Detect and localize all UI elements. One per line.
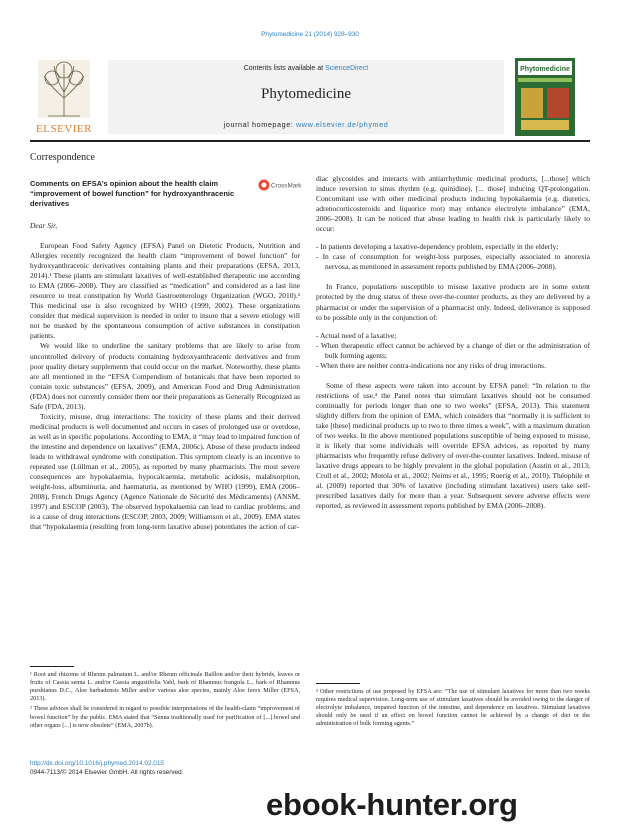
list-item: - Actual need of a laxative;	[316, 330, 397, 340]
paragraph: In France, populations susceptible to misuse laxative products are in some extent protected by the drug status of these over-the-counter products, as they are delivered by a pharmacist or under the supervision of a pharmacist only. Indeed, deliverance is supposed to be possible only in the conjunction of:	[316, 282, 590, 322]
journal-cover-image	[515, 58, 575, 136]
article-title: Comments on EFSA’s opinion about the health claim “improvement of bowel function” for hydroxyanthracenic derivatives	[30, 179, 235, 208]
journal-name: Phytomedicine	[261, 86, 351, 102]
homepage-link[interactable]: www.elsevier.de/phymed	[296, 120, 389, 129]
elsevier-logo	[30, 58, 98, 136]
contents-available: Contents lists available at ScienceDirect	[243, 65, 369, 72]
issn-copyright: 0944-7113/© 2014 Elsevier GmbH. All rights reserved.	[30, 768, 184, 776]
footnote-3: ³ Other restrictions of use proposed by EFSA are: “The use of stimulant laxatives for more than two weeks requires medical supervision. Long-term use of stimulant laxatives should be avoided owing to the danger of electrolyte imbalance, impaired function of the intestine, and dependence on laxatives. Stimulant laxatives should only be used if an effect on bowel function cannot be achieved by a change of diet or the administration of bulk forming agents.”	[316, 687, 590, 728]
list-item: - In patients developing a laxative-dependency problem, especially in the elderly;	[316, 242, 559, 252]
paragraph: We would like to underline the sanitary problems that are likely to arise from uncontrolled delivery of products containing hydroxyanthracenic derivatives and from poor quality dietary supplements that could occur on the market. Noteworthy, these plants are all mentioned in the “EFSA Compendium of botanicals that have been reported to contain toxic substances” (EFSA, 2009), and American Food and Drug Administration (FDA) does not currently consider them nor their preparations as Generally Recognized as Safe (FDA, 2013).	[30, 341, 300, 411]
section-heading: Correspondence	[30, 152, 95, 163]
left-column	[30, 241, 300, 532]
list-item: - When therapeutic effect cannot be achieved by a change of diet or the administration of bulk forming agents;	[316, 340, 590, 360]
right-footnotes	[316, 683, 590, 729]
watermark: ebook-hunter.org	[266, 787, 518, 822]
sciencedirect-link[interactable]: ScienceDirect	[325, 65, 369, 72]
header-rule	[30, 140, 590, 142]
crossmark-badge[interactable]	[258, 178, 302, 192]
footnote-rule	[316, 683, 360, 684]
crossmark-label: CrossMark	[271, 182, 302, 190]
footnote-rule	[30, 666, 74, 667]
journal-citation: Phytomedicine 21 (2014) 928–930	[261, 31, 359, 38]
conditions-list	[316, 331, 590, 371]
list-item: - When there are neither contra-indications nor any risks of drug interactions.	[316, 360, 546, 370]
salutation: Dear Sir,	[30, 221, 58, 230]
elsevier-logo-text: ELSEVIER	[36, 123, 92, 135]
paragraph: diac glycosides and interacts with antiarrhythmic medicinal products, [...those] which induce reversion to sinus rhythm (e.g. quinidine), [... those] inducing QT-prolongation. Concomitant use with other medicinal products inducing hypokalaemia (e.g. diuretics, adrenocorticosteroids and liquorice root) may enhance electrolyte imbalance” (EMA, 2006–2008). It can be noticed that abuse leading to health risk is particularly likely to occur:	[316, 174, 590, 234]
footnote-1: ¹ Root and rhizome of Rheum palmatum L. and/or Rheum officinale Baillon and/or their hybrids, leaves or fruits of Cassia senna L. and/or Cassia angustifolia Vahl, bark of Rhamnus frangula L., bark of Rhamnus purshianus D.C., Aloe barbadensis Miller and/or various aloe species, mainly Aloe ferox Miller (EFSA, 2013).	[30, 670, 300, 703]
paragraph: Some of these aspects were taken into account by EFSA panel: “In relation to the restrictions of use,³ the Panel notes that stimulant laxatives should not be consumed continually for periods longer than one to two weeks” (EFSA, 2013). This statement slightly differs from the opinion of EMA, which considers that “normally it is sufficient to take [these] medicinal products up to two to three times a week”, with a maximum duration of two weeks. In the above mentioned populations susceptible of being exposed to misuse, it is likely that some individuals will override EFSA advices, as reported by many pharmacists who frequently refuse delivery of over-the-counter laxatives. Indeed, misuse of laxative drugs appears to be highly prevalent in the global population (Austin et al., 2013; Croll et al., 2002; Motola et al., 2002; Neims et al., 1995; Roerig et al., 2010). Théophile et al. (2009) reported that 30% of laxative (including stimulant laxatives) users take self-prescribed laxatives daily for more than a year. Subsequent severe adverse effects were reported, as reviewed in assessment reports published by EMA (2006–2008).	[316, 380, 590, 511]
cover-title: Phytomedicine	[520, 66, 570, 73]
doi-block	[30, 760, 183, 777]
list-item: - In case of consumption for weight-loss purposes, especially associated to anorexia nervosa, as mentioned in assessment reports published by EMA (2006–2008).	[316, 252, 590, 272]
doi-link[interactable]: http://dx.doi.org/10.1016/j.phymed.2014.02.015	[30, 760, 164, 767]
risk-list	[316, 242, 590, 272]
footnote-2: ² These advices shall be considered in regard to possible interpretations of the health-claim “improvement of bowel function” by the public. EMA stated that “Senna traditionally used for purification of [...] bowel and other organs [...] is now obsolete” (EMA, 2007b).	[30, 705, 300, 729]
journal-homepage: journal homepage: www.elsevier.de/phymed	[223, 120, 389, 129]
right-column	[316, 174, 590, 511]
journal-header-box	[108, 60, 504, 134]
paragraph: Toxicity, misuse, drug interactions: The toxicity of these plants and their derived medicinal products is well documented and occurs in cases of prolonged use or overdose, as well as in specific populations. According to EMA, it “may lead to impaired function of the intestine and dependence on laxatives” (EMA, 2006c). Abuse of these products indeed leads to withdrawal syndrome with constipation. This symptom clearly is an incentive to repeated use (Lüllman et al., 2005), as reported by many pharmacists. The most severe consequences are hypokalaemia, hypocalcaemia, metabolic acidosis, malabsorption, weight-loss, albuminuria, and haematuria, as mentioned by WHO (1999), EMA (2006–2008), French Drugs Agency (Agence Nationale de Sécurité des Médicaments) (ANSM, 1997) and ESCOP (2003). The observed hypokalaemia can lead to cardiac problems, and is a cause of drug interactions (ESCOP, 2003, 2009; Williamson et al., 2009). EMA states that “hypokalaemia (resulting from long-term laxative abuse) potentiates the action of car-	[30, 411, 300, 532]
paragraph: European Food Safety Agency (EFSA) Panel on Dietetic Products, Nutrition and Allergies recently recognized the health claim “improvement of bowel function” for hydroxyanthracenic derivatives containing plants and their preparations (EFSA, 2013, 2014).¹ These plants are stimulant laxatives of well-established therapeutic use according to EMA (2006–2008). They are classified as “medication” and considered as a last line resource to treat constipation by World Gastroenterology Organization (WGO, 2010).² This medicinal use is also recognized by WHO (1999, 2002). These organizations consider that medical supervision is needed in order to insure that a severe etiology will not be masked by the spontaneous consumption of active substances in constipation patients.	[30, 241, 300, 341]
left-footnotes	[30, 666, 300, 730]
